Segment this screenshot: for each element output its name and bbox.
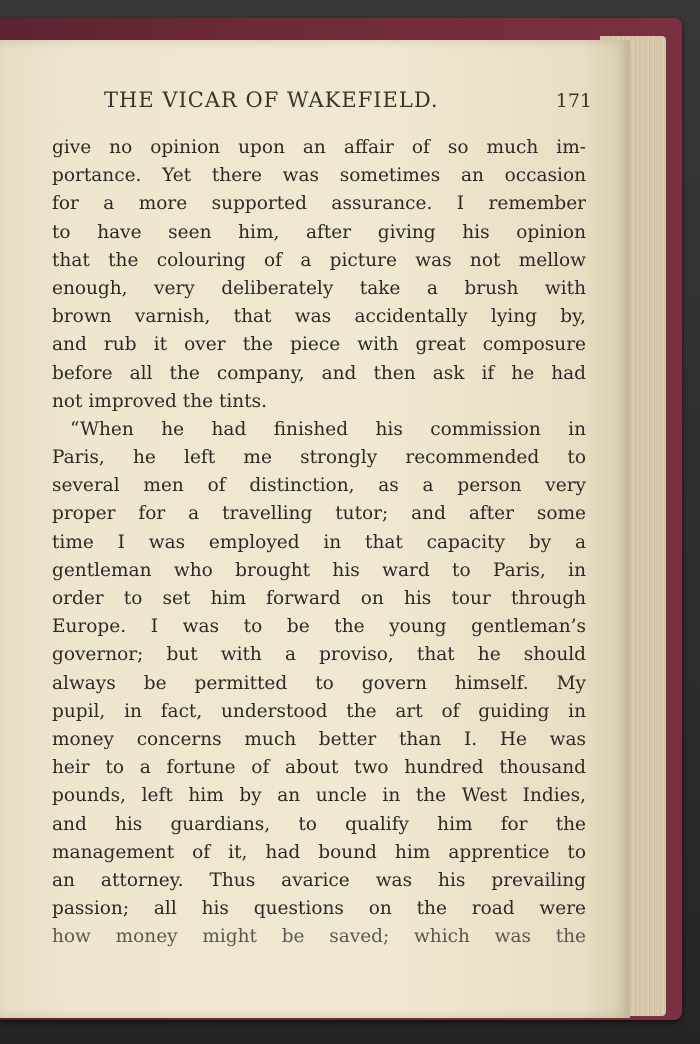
text-line: before all the company, and then ask if he had (52, 362, 586, 384)
running-title: THE VICAR OF WAKEFIELD. (104, 88, 439, 112)
text-line: Paris, he left me strongly recommended to (52, 447, 586, 469)
text-line: an attorney. Thus avarice was his prevailing (52, 869, 586, 891)
text-line: several men of distinction, as a person very (52, 475, 586, 497)
text-line: always be permitted to govern himself. My (52, 672, 586, 694)
text-line: enough, very deliberately take a brush with (52, 277, 586, 299)
text-line: for a more supported assurance. I remember (52, 193, 586, 215)
text-line: order to set him forward on his tour through (52, 588, 586, 609)
text-line: that the colouring of a picture was not mellow (52, 249, 586, 271)
text-line: brown varnish, that was accidentally lying by, (52, 306, 586, 328)
text-line: gentleman who brought his ward to Paris, in (52, 559, 586, 581)
text-line: proper for a travelling tutor; and after some (52, 503, 586, 525)
text-line: management of it, had bound him apprentice to (52, 841, 586, 863)
running-head (48, 88, 592, 120)
paragraph-start-line: “When he had finished his commission in (70, 418, 586, 440)
text-line: governor; but with a proviso, that he should (52, 644, 586, 666)
book-page (0, 40, 630, 1018)
paragraph-end-line: not improved the tints. (52, 390, 268, 412)
text-line: passion; all his questions on the road were (52, 898, 586, 920)
text-line: money concerns much better than I. He was (52, 728, 586, 750)
text-line: give no opinion upon an affair of so much im- (52, 137, 586, 158)
text-line: and his guardians, to qualify him for the (52, 813, 586, 835)
text-line: to have seen him, after giving his opinion (52, 221, 586, 243)
text-line: pupil, in fact, understood the art of guiding in (52, 700, 586, 722)
text-line: portance. Yet there was sometimes an occasion (52, 165, 586, 187)
text-line: how money might be saved; which was the (52, 926, 586, 948)
text-line: heir to a fortune of about two hundred thousand (52, 757, 586, 779)
body-text (52, 134, 586, 951)
page-number: 171 (555, 90, 592, 112)
text-line: pounds, left him by an uncle in the West Indies, (52, 785, 586, 807)
text-line: time I was employed in that capacity by a (52, 531, 586, 553)
text-line: Europe. I was to be the young gentleman’s (52, 616, 586, 638)
text-line: and rub it over the piece with great composure (52, 334, 586, 356)
